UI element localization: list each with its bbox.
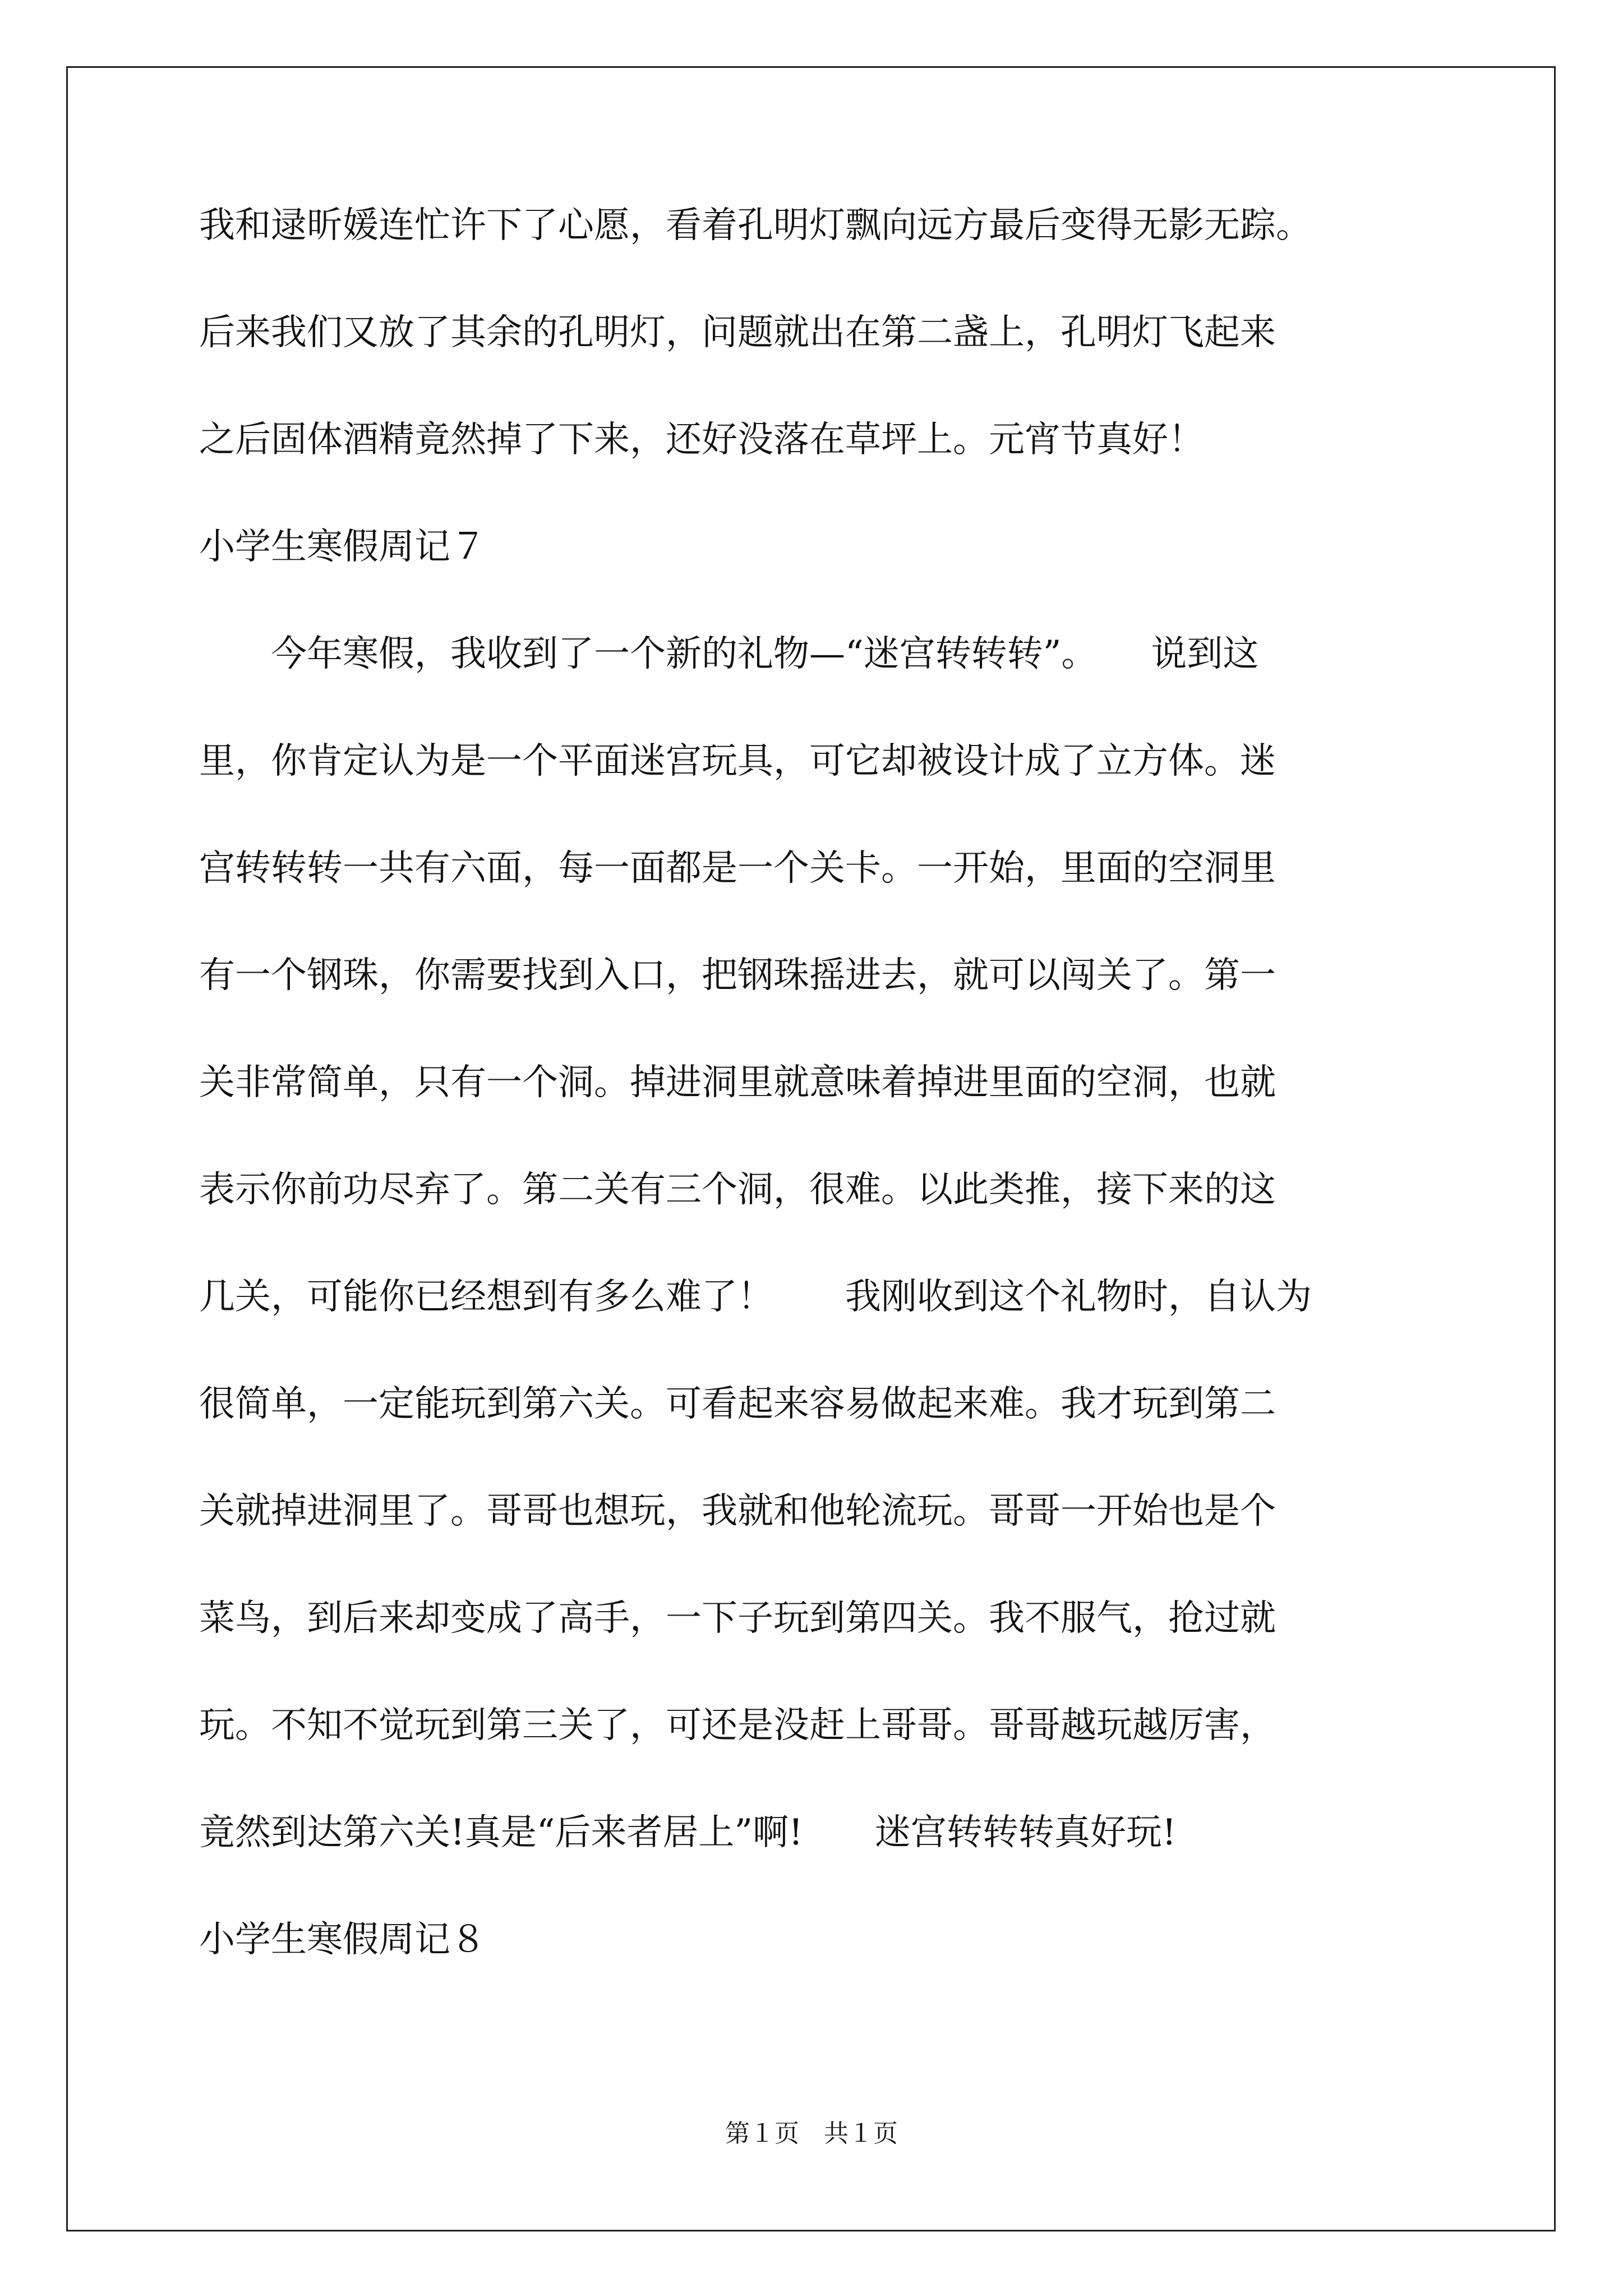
paragraph-line: 里，你肯定认为是一个平面迷宫玩具，可它却被设计成了立方体。迷	[199, 740, 1276, 782]
paragraph-line: 今年寒假，我收到了一个新的礼物—“迷宫转转转”。 说到这	[199, 633, 1259, 675]
paragraph-line: 宫转转转一共有六面，每一面都是一个关卡。一开始，里面的空洞里	[199, 848, 1276, 889]
paragraph-line: 菜鸟，到后来却变成了高手，一下子玩到第四关。我不服气，抢过就	[199, 1598, 1276, 1639]
paragraph-line: 很简单，一定能玩到第六关。可看起来容易做起来难。我才玩到第二	[199, 1383, 1276, 1425]
paragraph-line: 关非常简单，只有一个洞。掉进洞里就意味着掉进里面的空洞，也就	[199, 1062, 1276, 1103]
page-number-footer: 第１页 共１页	[725, 2119, 898, 2148]
paragraph-line: 几关，可能你已经想到有多么难了！ 我刚收到这个礼物时，自认为	[199, 1276, 1312, 1318]
paragraph-line: 我和逯昕媛连忙许下了心愿，看着孔明灯飘向远方最后变得无影无踪。	[199, 205, 1312, 246]
paragraph-line: 玩。不知不觉玩到第三关了，可还是没赶上哥哥。哥哥越玩越厉害，	[199, 1705, 1276, 1746]
section-heading-7: 小学生寒假周记７	[199, 526, 486, 568]
paragraph-line: 有一个钢珠，你需要找到入口，把钢珠摇进去，就可以闯关了。第一	[199, 955, 1276, 996]
paragraph-line: 后来我们又放了其余的孔明灯，问题就出在第二盏上，孔明灯飞起来	[199, 312, 1276, 353]
document-body	[199, 205, 1489, 2029]
paragraph-line: 竟然到达第六关!真是“后来者居上”啊! 迷宫转转转真好玩!	[199, 1812, 1177, 1853]
paragraph-line: 关就掉进洞里了。哥哥也想玩，我就和他轮流玩。哥哥一开始也是个	[199, 1490, 1276, 1532]
paragraph-line: 表示你前功尽弃了。第二关有三个洞，很难。以此类推，接下来的这	[199, 1169, 1276, 1211]
paragraph-line: 之后固体酒精竟然掉了下来，还好没落在草坪上。元宵节真好！	[199, 419, 1204, 461]
section-heading-8: 小学生寒假周记８	[199, 1919, 486, 1961]
